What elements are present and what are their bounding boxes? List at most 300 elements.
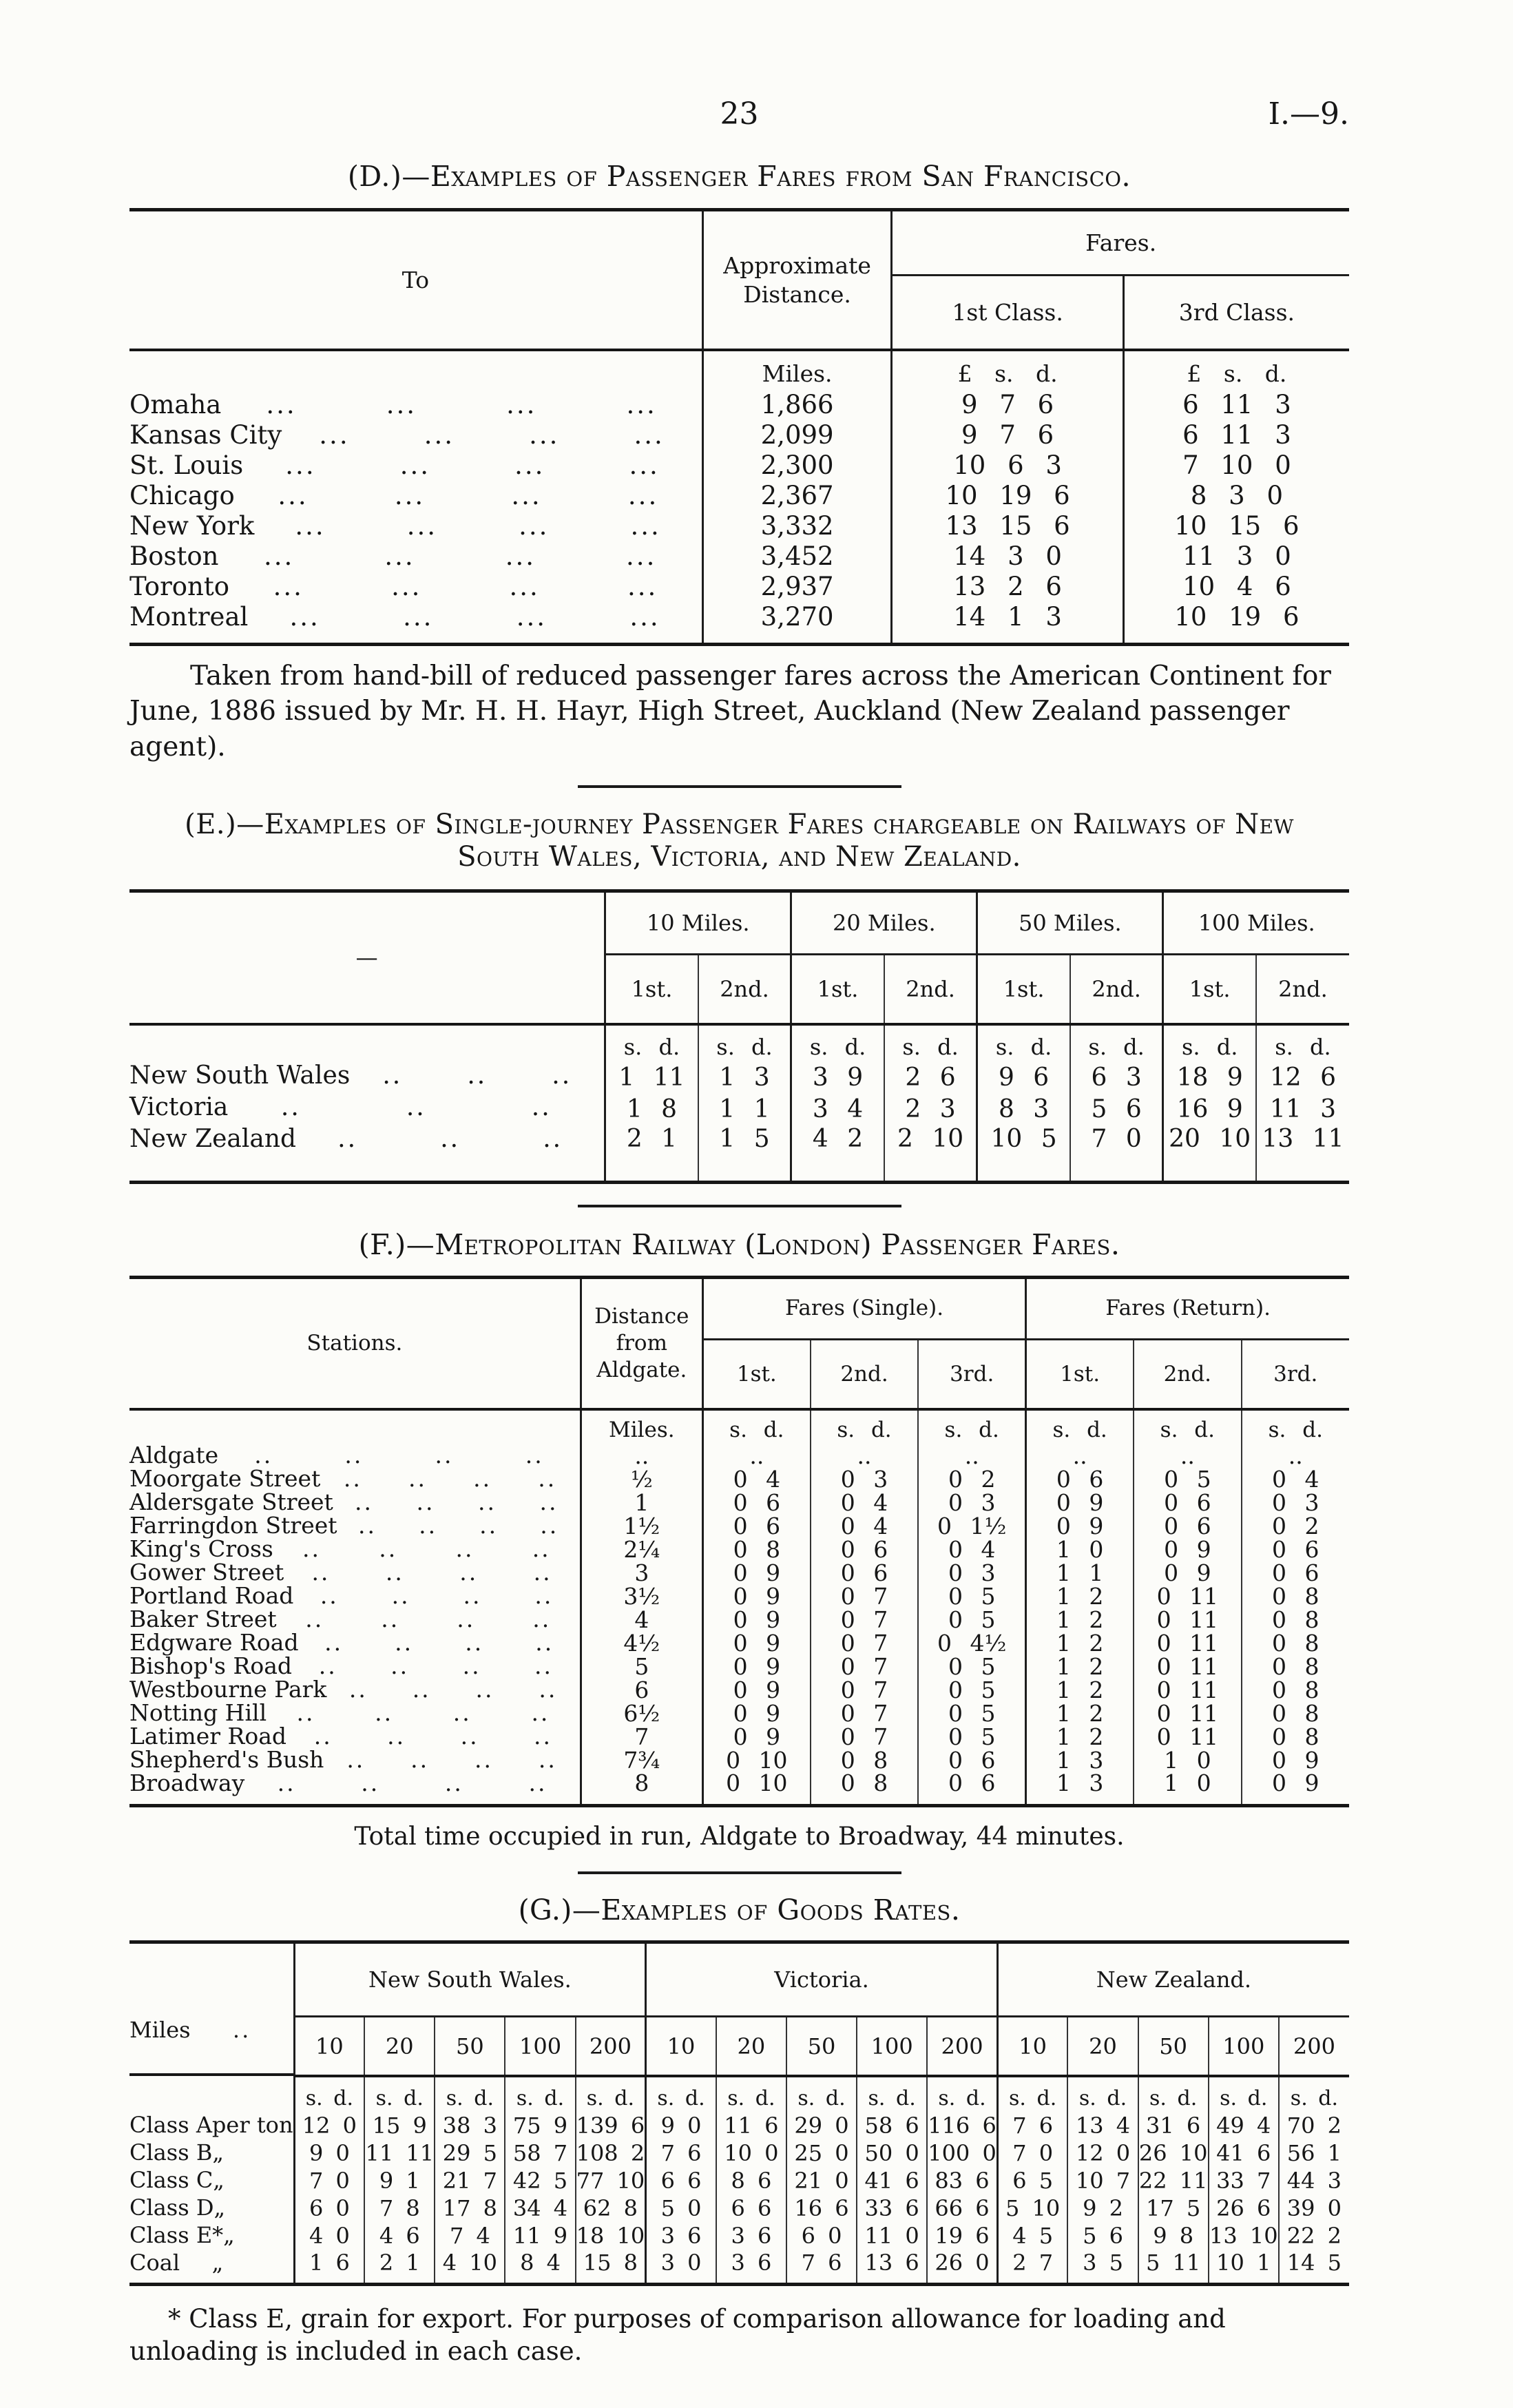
unit-header-sd: s. d. — [1163, 1024, 1256, 1061]
fare-cell: 0 9 — [1134, 1561, 1241, 1584]
leader-dots: .. — [534, 1723, 553, 1750]
destination-cell — [129, 420, 702, 450]
fare-cell: 0 11 — [1134, 1678, 1241, 1701]
fare-cell: 0 7 — [811, 1608, 918, 1631]
rate-cell: 3 6 — [716, 2250, 786, 2285]
fare-cell: 2 1 — [605, 1125, 698, 1183]
table-row — [129, 511, 1349, 541]
leader-dots: ... — [629, 601, 660, 632]
rate-cell: 18 10 — [576, 2222, 645, 2249]
leader-dots: .. — [532, 1606, 552, 1633]
column-group-header-single: Fares (Single). — [702, 1277, 1025, 1339]
rate-cell: 5 11 — [1138, 2250, 1209, 2285]
unit-header-sd: s. d. — [605, 1024, 698, 1061]
fare-cell: 0 3 — [918, 1561, 1025, 1584]
table-d-source-note: Taken from hand-bill of reduced passenger fares across the American Continent for June, 1886 issued by Mr. H. H. Hayr, High Street, Auckland (New Zealand passenger agent). — [129, 660, 1331, 762]
rate-cell: 5 10 — [997, 2194, 1067, 2222]
leader-dots: .. — [533, 1559, 552, 1586]
fare-cell: .. — [1134, 1444, 1241, 1467]
rate-cell: 7 6 — [786, 2250, 857, 2285]
fare-cell: 0 11 — [1134, 1608, 1241, 1631]
distance-cell: 2,300 — [702, 450, 892, 481]
leader-dots: .. — [361, 1769, 380, 1797]
fare-third-class-cell: 6 11 3 — [1123, 390, 1349, 420]
leader-dots: .. — [552, 1061, 572, 1090]
table-g-goods-rates — [129, 1940, 1349, 2286]
table-g-footnote: * Class E, grain for export. For purposes of comparison allowance for loading and unloading is included in each case. — [129, 2303, 1226, 2367]
column-header-class: 1st. — [977, 954, 1070, 1024]
fare-cell: 0 3 — [918, 1491, 1025, 1514]
table-row — [129, 1514, 1349, 1537]
fare-cell: 1 3 — [698, 1061, 791, 1093]
fare-third-class-cell: 6 11 3 — [1123, 420, 1349, 450]
fare-cell: 0 8 — [1242, 1608, 1349, 1631]
fare-cell: .. — [702, 1444, 810, 1467]
fare-cell: 9 6 — [977, 1061, 1070, 1093]
rate-cell: 41 6 — [1209, 2139, 1279, 2167]
fare-first-class-cell: 10 6 3 — [892, 450, 1123, 481]
leader-dots: .. — [277, 1769, 296, 1797]
rate-cell: 5 0 — [646, 2194, 716, 2222]
leader-dots: ... — [391, 571, 422, 601]
column-header-mileage: 10 — [646, 2017, 716, 2076]
rate-cell: 15 8 — [576, 2250, 646, 2285]
table-row — [129, 1725, 1349, 1748]
leader-dots: ... — [511, 480, 542, 510]
leader-dots: .. — [232, 2016, 251, 2043]
units-row — [129, 350, 1349, 390]
rate-cell: 5 6 — [1067, 2222, 1138, 2250]
fare-cell: 2 10 — [884, 1125, 977, 1183]
leader-dots: .. — [355, 1488, 374, 1516]
table-row — [129, 481, 1349, 511]
unit-header-sd: s. d. — [811, 1409, 918, 1444]
fare-cell: 0 7 — [811, 1725, 918, 1748]
fare-cell: 0 11 — [1134, 1654, 1241, 1678]
fare-cell: 10 5 — [977, 1125, 1070, 1183]
class-cell — [129, 2250, 293, 2277]
fare-cell: 20 10 — [1163, 1125, 1256, 1183]
leader-dots: ... — [386, 389, 417, 419]
leader-dots: ... — [384, 541, 415, 571]
rate-cell: 8 4 — [505, 2250, 575, 2285]
fare-cell: 0 7 — [811, 1584, 918, 1608]
corner-cell: — — [129, 891, 605, 1024]
fare-cell: .. — [1242, 1444, 1349, 1467]
leader-dots: ... — [263, 541, 295, 571]
row-label: New Zealand — [129, 1125, 297, 1154]
column-header-mileage: 10 — [997, 2017, 1067, 2076]
rate-cell: 31 6 — [1138, 2112, 1209, 2139]
leader-dots: ... — [509, 571, 540, 601]
fare-third-class-cell: 7 10 0 — [1123, 450, 1349, 481]
leader-dots: .. — [467, 1061, 488, 1090]
leader-dots: .. — [532, 1535, 551, 1563]
column-header-distance: Distance from Aldgate. — [581, 1277, 702, 1409]
destination-cell — [129, 511, 702, 541]
fare-cell: 0 4 — [918, 1537, 1025, 1561]
table-row — [129, 390, 1349, 420]
leader-dots: .. — [391, 1582, 410, 1610]
row-label: Farringdon Street — [129, 1512, 337, 1539]
distance-cell: 2¼ — [581, 1537, 702, 1561]
leader-dots: ... — [295, 510, 326, 541]
fare-first-class-cell: 13 2 6 — [892, 572, 1123, 602]
fare-first-class-cell: 14 1 3 — [892, 602, 1123, 645]
fare-third-class-cell: 11 3 0 — [1123, 541, 1349, 572]
leader-dots: .. — [440, 1125, 461, 1154]
rate-cell: 17 5 — [1138, 2194, 1209, 2222]
unit-header-sd: s. d. — [927, 2076, 997, 2112]
fare-cell: 1 0 — [1134, 1748, 1241, 1772]
fare-cell: 0 6 — [918, 1748, 1025, 1772]
rate-cell: 6 0 — [786, 2222, 857, 2250]
column-header-class: 2nd. — [1134, 1339, 1241, 1409]
table-row — [129, 1537, 1349, 1561]
table-row — [129, 1654, 1349, 1678]
rate-cell: 6 5 — [997, 2167, 1067, 2194]
rate-cell: 9 1 — [364, 2167, 435, 2194]
row-label: Moorgate Street — [129, 1465, 321, 1493]
leader-dots: .. — [455, 1535, 474, 1563]
fare-cell: 0 3 — [1242, 1491, 1349, 1514]
fare-cell: 0 5 — [918, 1701, 1025, 1725]
leader-dots: ... — [626, 389, 657, 419]
station-cell — [129, 1654, 580, 1678]
fare-cell: 5 6 — [1070, 1093, 1163, 1125]
rate-cell: 38 3 — [435, 2112, 505, 2139]
fare-cell: 0 8 — [1242, 1654, 1349, 1678]
fare-cell: 0 8 — [1242, 1631, 1349, 1654]
section-divider — [578, 1871, 901, 1874]
station-cell — [129, 1629, 580, 1657]
column-header-class: 1st. — [605, 954, 698, 1024]
fare-cell: 0 4 — [702, 1467, 810, 1491]
fare-cell: 1 5 — [698, 1125, 791, 1183]
fare-first-class-cell: 14 3 0 — [892, 541, 1123, 572]
rate-cell: 3 5 — [1067, 2250, 1138, 2285]
fare-cell: 0 10 — [702, 1772, 810, 1806]
unit-header-sd: s. d. — [791, 1024, 884, 1061]
fare-cell: 12 6 — [1256, 1061, 1349, 1093]
row-label: New South Wales — [129, 1061, 351, 1090]
column-header-mileage: 200 — [927, 2017, 997, 2076]
table-row — [129, 1631, 1349, 1654]
station-cell — [129, 1488, 580, 1516]
column-header-to: To — [129, 210, 702, 350]
table-d-title: (D.)—Examples of Passenger Fares from San Francisco. — [347, 160, 1131, 193]
leader-dots: ... — [266, 389, 297, 419]
rate-cell: 17 8 — [435, 2194, 505, 2222]
rate-cell: 11 0 — [857, 2222, 927, 2250]
leader-dots: ... — [630, 510, 661, 541]
leader-dots: .. — [457, 1606, 476, 1633]
distance-cell: 6½ — [581, 1701, 702, 1725]
leader-dots: .. — [525, 1442, 544, 1469]
rate-cell: 12 0 — [294, 2112, 364, 2139]
rate-cell: 10 0 — [716, 2139, 786, 2167]
leader-dots: ... — [519, 510, 550, 541]
rate-cell: 11 6 — [716, 2112, 786, 2139]
leader-dots: .. — [528, 1769, 547, 1797]
fare-cell: 1 2 — [1026, 1608, 1134, 1631]
column-header-mileage: 100 — [505, 2017, 575, 2076]
rate-cell: 22 11 — [1138, 2167, 1208, 2194]
page-number: 23 — [720, 96, 759, 132]
rate-cell: 26 10 — [1138, 2139, 1208, 2166]
destination-cell — [129, 481, 702, 511]
leader-dots: .. — [474, 1746, 493, 1774]
fare-cell: 0 8 — [1242, 1725, 1349, 1748]
leader-dots: .. — [358, 1512, 377, 1539]
leader-dots: .. — [538, 1746, 557, 1774]
fare-cell: 0 6 — [702, 1491, 810, 1514]
fare-cell: 7 0 — [1070, 1125, 1163, 1183]
rate-cell: 4 5 — [997, 2222, 1067, 2250]
fare-cell: 0 4½ — [918, 1631, 1025, 1654]
rate-cell: 7 8 — [364, 2194, 435, 2222]
leader-dots: .. — [416, 1488, 435, 1516]
fare-cell: 0 6 — [702, 1514, 810, 1537]
rate-cell: 9 8 — [1138, 2222, 1209, 2250]
row-label: Toronto — [129, 571, 230, 601]
table-row — [129, 1491, 1349, 1514]
rate-cell: 108 2 — [576, 2139, 645, 2166]
column-header-class: 1st. — [1163, 954, 1256, 1024]
destination-cell — [129, 541, 702, 572]
rate-cell: 33 6 — [857, 2194, 927, 2222]
unit-header-sd: s. d. — [918, 1409, 1025, 1444]
row-label: Edgware Road — [129, 1629, 299, 1657]
fare-cell: 0 7 — [811, 1701, 918, 1725]
distance-cell: 3,270 — [702, 602, 892, 645]
rate-cell: 3 6 — [716, 2222, 786, 2250]
fare-cell: 6 3 — [1070, 1061, 1163, 1093]
leader-dots: .. — [296, 1699, 315, 1727]
fare-cell: 11 3 — [1256, 1093, 1349, 1125]
row-label: St. Louis — [129, 450, 244, 480]
unit-header-sd: s. d. — [1134, 1409, 1241, 1444]
leader-dots: .. — [534, 1652, 554, 1680]
row-label: Class A — [129, 2111, 212, 2138]
table-row — [129, 1772, 1349, 1806]
miles-label: Miles — [129, 2016, 191, 2043]
row-label: Portland Road — [129, 1582, 294, 1610]
unit-header-miles: Miles. — [581, 1409, 702, 1444]
fare-cell: 0 9 — [1134, 1537, 1241, 1561]
distance-cell: 3 — [581, 1561, 702, 1584]
distance-cell: 5 — [581, 1654, 702, 1678]
table-row — [129, 1584, 1349, 1608]
rate-cell: 4 6 — [364, 2222, 435, 2250]
rate-cell: 42 5 — [505, 2167, 575, 2194]
row-label: Baker Street — [129, 1606, 277, 1633]
fare-cell: 0 6 — [1242, 1537, 1349, 1561]
rate-cell: 4 0 — [294, 2222, 364, 2250]
leader-dots: .. — [343, 1465, 362, 1493]
table-row — [129, 2194, 1349, 2222]
fare-cell: .. — [1026, 1444, 1134, 1467]
rate-cell: 13 10 — [1209, 2222, 1278, 2249]
table-row — [129, 1061, 1349, 1093]
table-row — [129, 450, 1349, 481]
leader-dots: .. — [337, 1125, 358, 1154]
distance-cell: 1,866 — [702, 390, 892, 420]
table-row — [129, 2139, 1349, 2167]
row-label: New York — [129, 510, 255, 541]
fare-cell: 0 8 — [1242, 1584, 1349, 1608]
fare-cell: 0 11 — [1134, 1584, 1241, 1608]
section-divider — [578, 785, 901, 788]
table-cell — [129, 1409, 581, 1444]
table-e-single-journey-fares — [129, 889, 1349, 1185]
fare-cell: 0 5 — [918, 1584, 1025, 1608]
row-label: Class D — [129, 2194, 214, 2221]
table-row — [129, 1748, 1349, 1772]
fare-cell: 0 6 — [1134, 1514, 1241, 1537]
row-label: Victoria — [129, 1093, 229, 1122]
fare-cell: 0 4 — [1242, 1467, 1349, 1491]
fare-cell: 1 0 — [1026, 1537, 1134, 1561]
rate-cell: 29 0 — [786, 2112, 857, 2139]
column-group-header-fares: Fares. — [892, 210, 1349, 276]
fare-third-class-cell: 10 4 6 — [1123, 572, 1349, 602]
leader-dots: ... — [319, 419, 350, 450]
fare-cell: 16 9 — [1163, 1093, 1256, 1125]
railway-cell — [129, 1061, 604, 1093]
station-cell — [129, 1748, 580, 1772]
column-header-class: 1st. — [702, 1339, 810, 1409]
station-cell — [129, 1444, 580, 1467]
leader-dots: .. — [463, 1582, 482, 1610]
table-cell — [129, 350, 702, 390]
fare-cell: 1 2 — [1026, 1725, 1134, 1748]
rate-cell: 58 6 — [857, 2112, 927, 2139]
ditto-mark: „ — [212, 2139, 224, 2166]
units-row — [129, 2076, 1349, 2112]
distance-cell: 7¾ — [581, 1748, 702, 1772]
leader-dots: .. — [390, 1652, 410, 1680]
units-row — [129, 1409, 1349, 1444]
column-header-class: 2nd. — [698, 954, 791, 1024]
fare-cell: 1 3 — [1026, 1748, 1134, 1772]
fare-cell: 18 9 — [1163, 1061, 1256, 1093]
fare-cell: 0 9 — [702, 1561, 810, 1584]
fare-cell: 1 3 — [1026, 1772, 1134, 1806]
station-cell — [129, 1608, 580, 1631]
fare-cell: 0 4 — [811, 1514, 918, 1537]
table-row — [129, 420, 1349, 450]
leader-dots: .. — [419, 1512, 438, 1539]
rate-cell: 44 3 — [1279, 2167, 1349, 2194]
column-group-header: 20 Miles. — [791, 891, 977, 954]
fare-cell: 0 6 — [1242, 1561, 1349, 1584]
leader-dots: .. — [379, 1535, 398, 1563]
leader-dots: .. — [381, 1606, 400, 1633]
unit-header-sd: s. d. — [1209, 2076, 1279, 2112]
rate-cell: 4 10 — [435, 2250, 505, 2285]
ditto-mark: „ — [211, 2249, 224, 2276]
fare-cell: 0 6 — [1026, 1467, 1134, 1491]
leader-dots: ... — [634, 419, 665, 450]
fare-cell: 0 9 — [702, 1678, 810, 1701]
leader-dots: .. — [478, 1488, 497, 1516]
class-cell — [129, 2112, 293, 2139]
leader-dots: ... — [403, 601, 434, 632]
column-header-first-class: 1st Class. — [892, 276, 1123, 350]
row-label: Notting Hill — [129, 1699, 267, 1727]
table-row — [129, 1561, 1349, 1584]
leader-dots: .. — [385, 1559, 404, 1586]
destination-cell — [129, 602, 702, 632]
fare-first-class-cell: 10 19 6 — [892, 481, 1123, 511]
row-label: Class B — [129, 2139, 213, 2166]
table-d-passenger-fares-san-francisco — [129, 208, 1349, 646]
rate-cell: 26 6 — [1209, 2194, 1279, 2222]
header-row — [129, 1942, 1349, 2017]
fare-cell: 0 4 — [811, 1491, 918, 1514]
rate-cell: 21 0 — [786, 2167, 857, 2194]
distance-cell: 2,367 — [702, 481, 892, 511]
table-row — [129, 1444, 1349, 1467]
column-header-class: 1st. — [1026, 1339, 1134, 1409]
column-header-mileage: 50 — [1138, 2017, 1209, 2076]
row-label: Kansas City — [129, 419, 282, 450]
unit-header-sd: s. d. — [1256, 1024, 1349, 1061]
rate-cell: 83 6 — [927, 2167, 997, 2194]
row-label: Class C — [129, 2166, 213, 2193]
fare-cell: 0 6 — [811, 1537, 918, 1561]
rate-cell: 116 6 — [928, 2112, 997, 2139]
distance-cell: 3,332 — [702, 511, 892, 541]
table-row — [129, 1608, 1349, 1631]
column-header-miles — [129, 2017, 293, 2076]
section-divider — [578, 1205, 901, 1207]
rate-cell: 3 0 — [646, 2250, 716, 2285]
leader-dots: .. — [387, 1723, 406, 1750]
rate-cell: 2 7 — [997, 2250, 1067, 2285]
leader-dots: ... — [529, 419, 560, 450]
fare-cell: 4 2 — [791, 1125, 884, 1183]
leader-dots: .. — [452, 1699, 472, 1727]
fare-cell: 0 11 — [1134, 1701, 1241, 1725]
leader-dots: .. — [473, 1465, 492, 1493]
unit-header-sd: s. d. — [857, 2076, 927, 2112]
column-header-mileage: 20 — [364, 2017, 435, 2076]
railway-cell — [129, 1125, 604, 1156]
fare-cell: 0 5 — [1134, 1467, 1241, 1491]
fare-cell: 0 3 — [811, 1467, 918, 1491]
unit-header-sd: s. d. — [786, 2076, 857, 2112]
fare-cell: 1 2 — [1026, 1631, 1134, 1654]
row-label: Aldgate — [129, 1442, 219, 1469]
rate-cell: 7 4 — [435, 2222, 505, 2250]
column-header-mileage: 20 — [1067, 2017, 1138, 2076]
header-row — [129, 210, 1349, 276]
fare-cell: 0 9 — [1242, 1748, 1349, 1772]
leader-dots: .. — [459, 1559, 479, 1586]
fare-cell: 2 3 — [884, 1093, 977, 1125]
rate-cell: 7 6 — [646, 2139, 716, 2167]
leader-dots: ... — [289, 601, 320, 632]
fare-cell: 3 4 — [791, 1093, 884, 1125]
leader-dots: .. — [344, 1442, 364, 1469]
rate-cell: 139 6 — [576, 2112, 645, 2139]
leader-dots: .. — [543, 1125, 563, 1154]
unit-header-sd: s. d. — [698, 1024, 791, 1061]
table-f-note: Total time occupied in run, Aldgate to Broadway, 44 minutes. — [354, 1823, 1125, 1851]
class-cell — [129, 2194, 293, 2222]
